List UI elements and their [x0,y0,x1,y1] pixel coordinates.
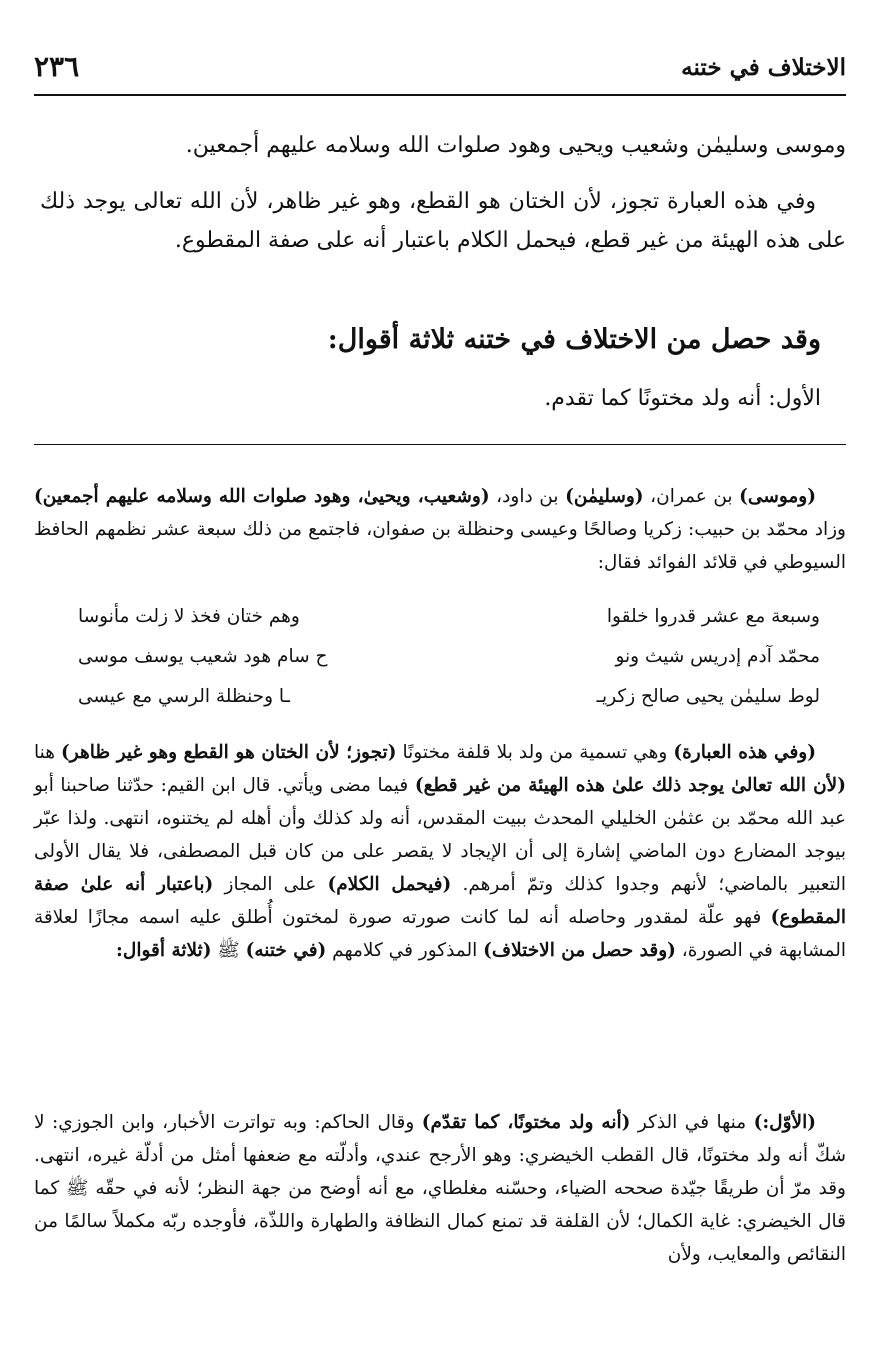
commentary-paragraph-3 [34,1106,846,1271]
commentary-text: (الأوّل:) منها في الذكر (أنه ولد مختونًا، كما تقدّم) وقال الحاكم: وبه تواترت الأخبار، وابن الجوزي: لا شكّ أنه ولد مختونًا، قال القطب الخيضري: وهو الأرجح عندي، وأدلّته مع ضعفها أمثل من أدلّة غيره، انتهى. وقد مرّ أن طريقًا جيّدة صححه الضياء، وحسّنه مغلطاي، مع أنه أوضح من جهة النظر؛ لأنه في حقّه ﷺ كما قال الخيضري: غاية الكمال؛ لأن القلفة قد تمنع كمال النظافة والطهارة واللذّة، فأوجده ربّه مكملاً سالمًا من النقائص والمعايب، ولأن [34,1112,846,1265]
running-title: الاختلاف في ختنه [681,54,846,81]
poem-hemistich-right: محمّد آدم إدريس شيث ونو [615,646,820,667]
poem-hemistich-right: وسبعة مع عشر قدروا خلقوا [606,606,820,627]
main-text-line: وموسى وسليمٰن وشعيب ويحيى وهود صلوات الله وسلامه عليهم أجمعين. [185,133,846,158]
commentary-paragraph-2 [34,736,846,967]
commentary-text: (وفي هذه العبارة) وهي تسمية من ولد بلا قلفة مختونًا (تجوز؛ لأن الختان هو القطع وهو غير ظاهر) هنا (لأن الله تعالىٰ يوجد ذلك علىٰ هذه الهيئة من غير قطع) فيما مضى ويأتي. قال ابن القيم: حدّثنا صاحبنا أبو عبد الله محمّد بن عثمٰن الخليلي المحدث ببيت المقدس، أنه ولد كذلك وأن أهله لم يختنوه، انتهى. ولذا عبّر بيوجد المضارع دون الماضي إشارة إلى أن الإيجاد لا يقصر على من كان قبل المصطفى، فلا يقال الأولى التعبير بالماضي؛ لأنهم وجدوا كذلك وتمّ أمرهم. (فيحمل الكلام) على المجاز (باعتبار أنه علىٰ صفة المقطوع) فهو علّة لمقدور وحاصله أنه لما كانت صورته صورة لمختون أُطلق عليه اسمه مجازًا لعلاقة المشابهة في الصورة، (وقد حصل من الاختلاف) المذكور في كلامهم (في ختنه) ﷺ (ثلاثة أقوال: [34,742,846,961]
page-number: ٢٣٦ [34,50,80,83]
page-header [34,50,846,94]
poem-verse [78,646,820,686]
poem-hemistich-left: وهم ختان فخذ لا زلت مأنوسا [78,606,300,627]
section-heading: وقد حصل من الاختلاف في ختنه ثلاثة أقوال: [327,324,821,355]
main-text-paragraph: وفي هذه العبارة تجوز، لأن الختان هو القطع، وهو غير ظاهر، لأن الله تعالى يوجد ذلك على هذه الهيئة من غير قطع، فيحمل الكلام باعتبار أنه على صفة المقطوع. [40,189,846,253]
poem-verse [78,686,820,726]
footnote-separator [34,444,846,445]
poem-verse [78,606,820,646]
poem-hemistich-left: ـا وحنظلة الرسي مع عيسى [78,686,290,707]
poem [78,606,820,726]
header-rule [34,94,846,96]
first-opinion: الأول: أنه ولد مختونًا كما تقدم. [544,386,821,411]
main-line-1 [40,126,846,165]
poem-hemistich-right: لوط سليمٰن يحيى صالح زكريـ [596,686,820,707]
commentary-paragraph-1 [34,480,846,579]
main-paragraph-2 [40,182,846,260]
commentary-text: (وموسى) بن عمران، (وسليمٰن) بن داود، (وشعيب، ويحيىٰ، وهود صلوات الله وسلامه عليهم أجمعين) وزاد محمّد بن حبيب: زكريا وصالحًا وعيسى وحنظلة بن صفوان، فاجتمع من ذلك سبعة عشر نظمهم الحافظ السيوطي في قلائد الفوائد فقال: [34,486,846,573]
poem-hemistich-left: ح سام هود شعيب يوسف موسى [78,646,328,667]
